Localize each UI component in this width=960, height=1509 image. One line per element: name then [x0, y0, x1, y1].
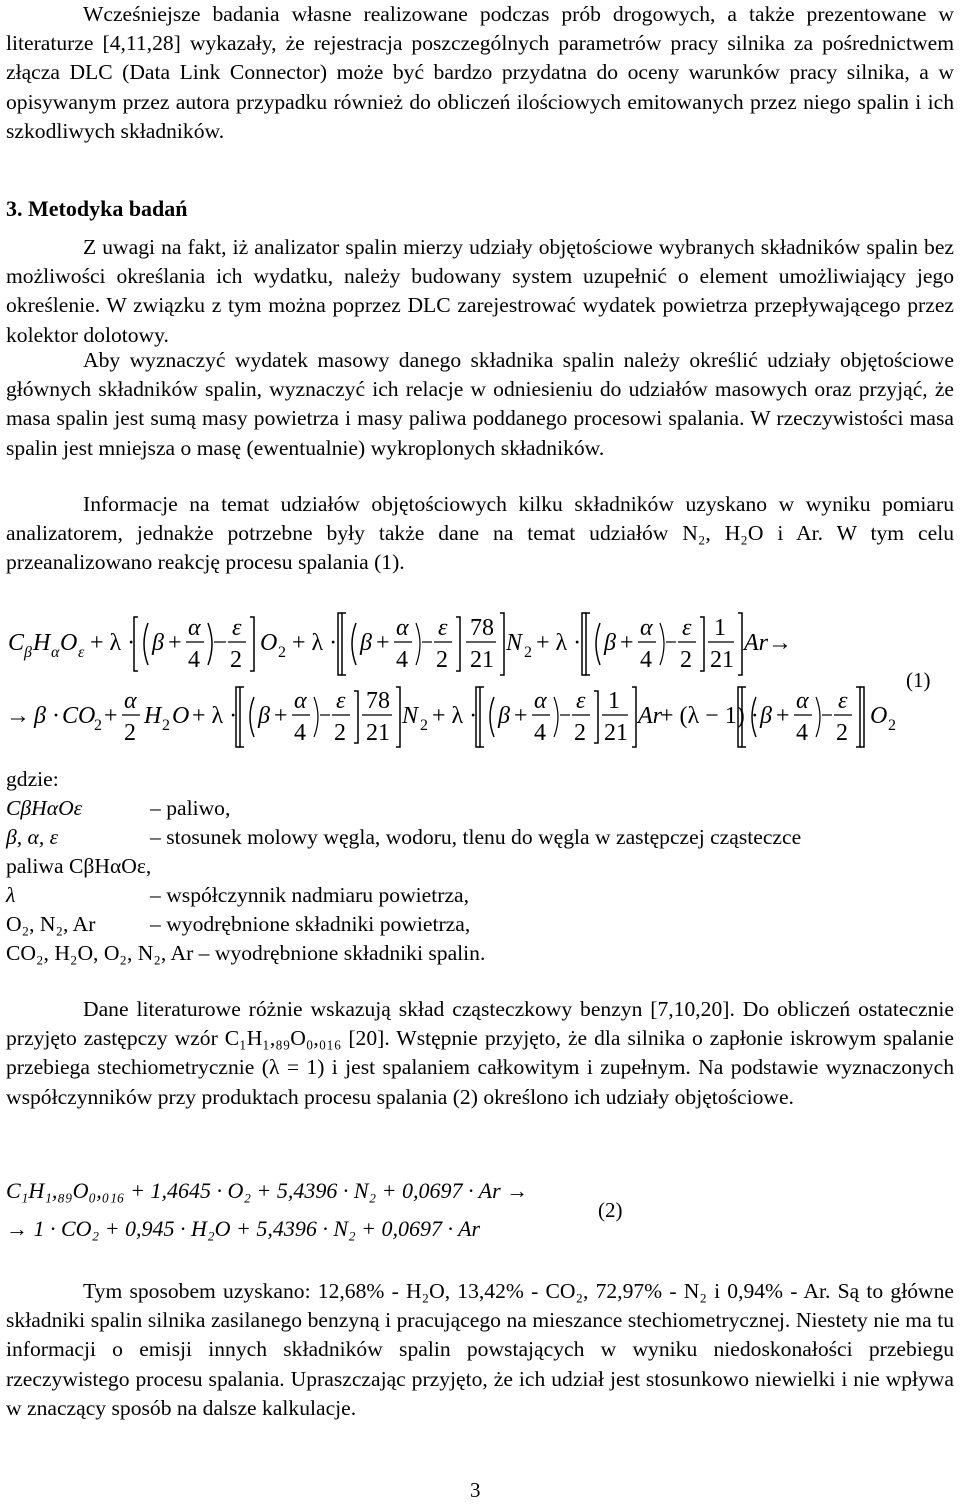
- svg-text:α: α: [796, 688, 809, 714]
- svg-text:O: O: [870, 703, 888, 729]
- svg-text:2: 2: [94, 717, 102, 734]
- equation-2-line-2: → 1 · CO₂ + 0,945 · H₂O + 5,4396 · N₂ + 0,0697 · Ar: [6, 1216, 481, 1241]
- svg-text:2: 2: [124, 720, 136, 746]
- svg-text:Ar: Ar: [744, 630, 768, 656]
- svg-text:ε: ε: [838, 688, 848, 714]
- definition-term: paliwa CβHαOε,: [6, 854, 152, 878]
- svg-text:+ λ ·: + λ ·: [432, 703, 478, 729]
- svg-text:2: 2: [680, 647, 692, 673]
- svg-text:78: 78: [470, 615, 494, 641]
- svg-text:β: β: [258, 703, 270, 729]
- svg-text:4: 4: [640, 647, 652, 673]
- definition-desc: – stosunek molowy węgla, wodoru, tlenu do węgla w zastępczej cząsteczce: [150, 825, 802, 849]
- equation-1-line-1: [8, 613, 792, 675]
- paragraph-method-1: Z uwagi na fakt, iż analizator spalin mierzy udziały objętościowe wybranych składników spalin bez możliwości określania ich wydatku, należy budowany system uzupełnić o element umożliwiający jego określenie. W związku z tym można poprzez DLC zarejestrować wydatek powietrza przepływającego przez kolektor dolotowy.: [6, 235, 954, 347]
- svg-text:α: α: [640, 615, 653, 641]
- definition-term: β, α, ε: [6, 825, 59, 849]
- svg-text:O: O: [172, 703, 190, 729]
- svg-text:+: +: [776, 703, 790, 729]
- svg-text:1: 1: [608, 688, 620, 714]
- svg-text:21: 21: [710, 647, 734, 673]
- svg-text:+ λ ·: + λ ·: [192, 703, 238, 729]
- svg-text:2: 2: [420, 717, 428, 734]
- paragraph-intro: Wcześniejsze badania własne realizowane podczas prób drogowych, a także prezentowane w literaturze [4,11,28] wykazały, że rejestracja poszczególnych parametrów pracy silnika za pośrednictwem złącza DLC (Data Link Connector) może być bardzo przydatna do oceny warunków pracy silnika, a w opisywanym przez autora przypadku również do obliczeń ilościowych emitowanych przez niego spalin i ich szkodliwych składników.: [6, 2, 954, 143]
- svg-text:ε: ε: [78, 644, 85, 661]
- svg-text:ε: ε: [438, 615, 448, 641]
- svg-text:β: β: [152, 630, 164, 656]
- svg-text:2: 2: [278, 644, 286, 661]
- svg-text:+: +: [168, 630, 182, 656]
- svg-text:2: 2: [334, 720, 346, 746]
- svg-text:β: β: [498, 703, 510, 729]
- svg-text:C: C: [8, 630, 25, 656]
- equation-1-number: (1): [906, 668, 931, 692]
- definition-term: λ: [6, 883, 16, 907]
- definition-term: CO₂, H₂O, O₂, N₂, Ar – wyodrębnione składniki spalin.: [6, 941, 486, 965]
- svg-text:2: 2: [524, 644, 532, 661]
- svg-text:ε: ε: [232, 615, 242, 641]
- svg-text:4: 4: [294, 720, 306, 746]
- svg-text:N: N: [506, 630, 523, 656]
- svg-text:+ λ ·: + λ ·: [90, 630, 136, 656]
- svg-text:+ λ ·: + λ ·: [536, 630, 582, 656]
- svg-text:α: α: [124, 688, 137, 714]
- paragraph-method-2: Aby wyznaczyć wydatek masowy danego składnika spalin należy określić udziały objętościowe głównych składników spalin, wyznaczyć ich relacje w odniesieniu do udziałów masowych oraz przyjąć, że masa spalin jest sumą masy powietrza i masy paliwa poddanego procesowi spalania. W rzeczywistości masa spalin jest mniejsza o masę (ewentualnie) wykroplonych składników.: [6, 348, 954, 460]
- paragraph-method-3: Informacje na temat udziałów objętościowych kilku składników uzyskano w wyniku pomiaru analizatorem, jednakże potrzebne były także dane na temat udziałów N₂, H₂O i Ar. W tym celu przeanalizowano reakcję procesu spalania (1).: [6, 492, 954, 575]
- svg-text:Ar: Ar: [638, 703, 662, 729]
- svg-text:4: 4: [796, 720, 808, 746]
- svg-text:+: +: [620, 630, 634, 656]
- svg-text:H: H: [144, 703, 162, 729]
- svg-text:O: O: [60, 630, 78, 656]
- svg-text:·: ·: [52, 703, 60, 729]
- definition-desc: – wyodrębnione składniki powietrza,: [150, 912, 471, 936]
- svg-text:2: 2: [888, 717, 896, 734]
- svg-text:+: +: [274, 703, 288, 729]
- svg-text:→: →: [6, 703, 30, 729]
- where-label: gdzie:: [6, 767, 59, 791]
- definition-desc: – współczynnik nadmiaru powietrza,: [150, 883, 470, 907]
- svg-text:α: α: [188, 615, 201, 641]
- svg-text:CO: CO: [62, 703, 96, 729]
- svg-text:1: 1: [714, 615, 726, 641]
- equation-1-line-2: [6, 687, 896, 747]
- svg-text:α: α: [534, 688, 547, 714]
- svg-text:4: 4: [188, 647, 200, 673]
- svg-text:ε: ε: [576, 688, 586, 714]
- svg-text:→: →: [768, 630, 792, 656]
- svg-text:4: 4: [396, 647, 408, 673]
- svg-text:H: H: [33, 630, 51, 656]
- svg-text:21: 21: [366, 720, 390, 746]
- equation-2-line-1: C₁H₁,₈₉O₀,₀₁₆ + 1,4645 · O₂ + 5,4396 · N₂ + 0,0697 · Ar →: [6, 1178, 529, 1203]
- equation-2-number: (2): [598, 1198, 623, 1222]
- svg-text:β: β: [34, 703, 46, 729]
- svg-text:N: N: [402, 703, 419, 729]
- svg-text:ε: ε: [336, 688, 346, 714]
- svg-text:+ λ ·: + λ ·: [292, 630, 338, 656]
- svg-text:+: +: [376, 630, 390, 656]
- svg-text:+ (λ − 1) ·: + (λ − 1) ·: [660, 703, 759, 729]
- svg-text:β: β: [760, 703, 772, 729]
- svg-text:21: 21: [470, 647, 494, 673]
- svg-text:α: α: [396, 615, 409, 641]
- paragraph-literature: Dane literaturowe różnie wskazują skład cząsteczkowy benzyn [7,10,20]. Do obliczeń ostatecznie przyjęto zastępczy wzór C₁H₁,₈₉O₀,₀₁₆ [20]. Wstępnie przyjęto, że dla silnika o zapłonie iskrowym spalanie przebiega stechiometrycznie (λ = 1) i jest spalaniem całkowitym i zupełnym. Na podstawie wyznaczonych współczynników przy produktach procesu spalania (2) określono ich udziały objętościowe.: [6, 997, 954, 1109]
- svg-text:α: α: [51, 644, 60, 661]
- svg-text:β: β: [604, 630, 616, 656]
- page-number: 3: [470, 1478, 481, 1502]
- svg-text:2: 2: [230, 647, 242, 673]
- definition-term: O₂, N₂, Ar: [6, 912, 96, 936]
- svg-text:21: 21: [604, 720, 628, 746]
- svg-text:78: 78: [366, 688, 390, 714]
- svg-text:2: 2: [436, 647, 448, 673]
- svg-text:+: +: [104, 703, 118, 729]
- svg-text:2: 2: [162, 717, 170, 734]
- svg-text:α: α: [294, 688, 307, 714]
- equation-1: [0, 605, 960, 750]
- svg-text:β: β: [24, 644, 32, 661]
- svg-text:4: 4: [534, 720, 546, 746]
- definition-desc: – paliwo,: [150, 796, 231, 820]
- svg-text:+: +: [514, 703, 528, 729]
- definition-term: CβHαOε: [6, 796, 83, 820]
- svg-text:O: O: [260, 630, 278, 656]
- svg-text:2: 2: [836, 720, 848, 746]
- svg-text:β: β: [360, 630, 372, 656]
- paragraph-results: Tym sposobem uzyskano: 12,68% - H₂O, 13,42% - CO₂, 72,97% - N₂ i 0,94% - Ar. Są to główne składniki spalin silnika zasilanego benzyną i pracującego na mieszance stechiometrycznej. Niestety nie ma tu informacji o emisji innych składników spalin powstających w wyniku niedoskonałości przebiegu rzeczywistego procesu spalania. Upraszczając przyjęto, że ich udział jest stosunkowo niewielki i nie wpływa w znaczący sposób na dalsze kalkulacje.: [6, 1279, 954, 1420]
- svg-text:2: 2: [574, 720, 586, 746]
- section-heading: 3. Metodyka badań: [6, 196, 188, 221]
- svg-text:ε: ε: [682, 615, 692, 641]
